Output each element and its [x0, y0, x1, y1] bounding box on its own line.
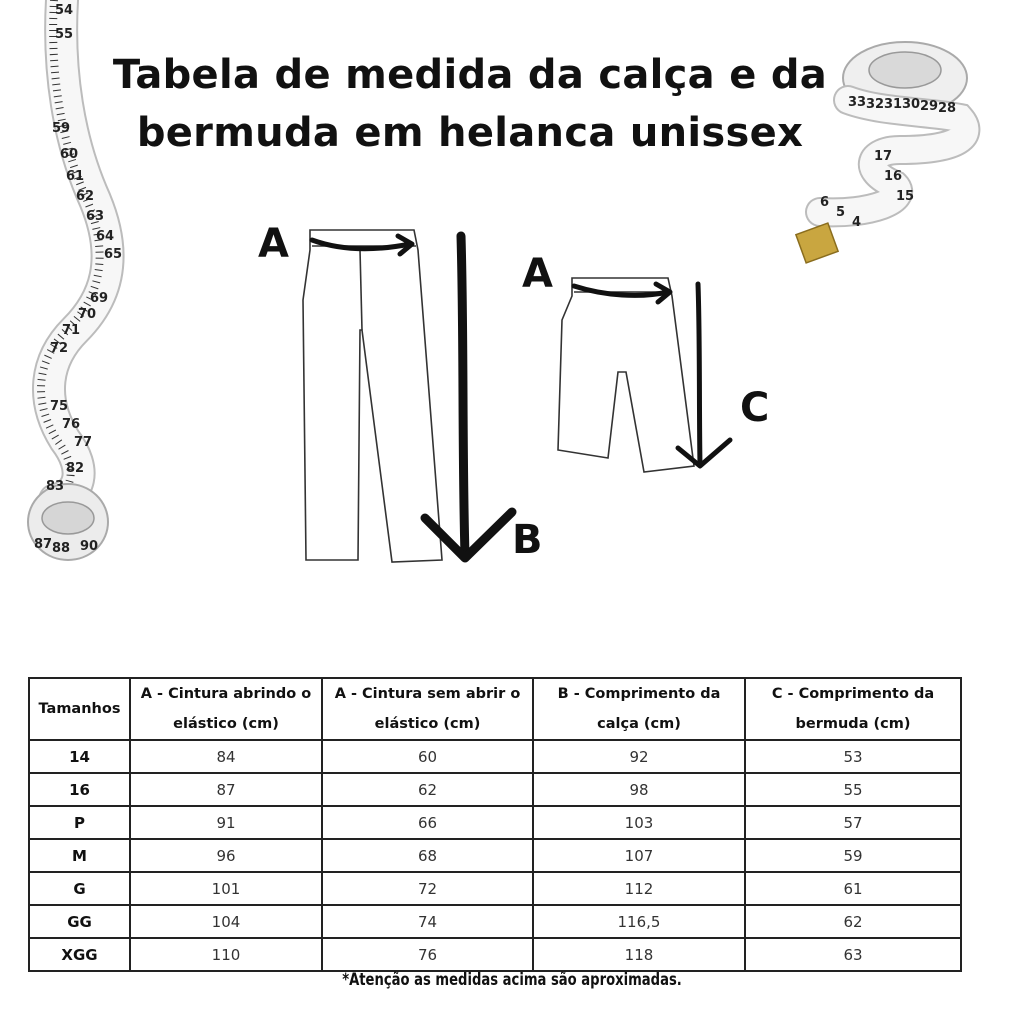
tape-number: 60 — [60, 147, 79, 162]
tape-number: 28 — [938, 101, 957, 116]
table-cell: 98 — [533, 773, 745, 806]
tape-number: 69 — [90, 291, 109, 306]
table-cell: 101 — [130, 872, 322, 905]
table-row — [29, 806, 961, 839]
table-cell: 74 — [322, 905, 533, 938]
tape-number: 64 — [96, 229, 115, 244]
tape-metal-tip — [796, 223, 838, 263]
table-cell: 96 — [130, 839, 322, 872]
table-cell: 68 — [322, 839, 533, 872]
table-cell: 55 — [745, 773, 961, 806]
size-cell: P — [29, 806, 130, 839]
title-line-2: bermuda em helanca unissex — [136, 110, 804, 156]
tape-number: 15 — [896, 189, 915, 204]
tape-number: 88 — [52, 541, 71, 556]
pants-length-arrow — [461, 236, 465, 555]
tape-number: 5 — [836, 205, 846, 220]
footnote: *Atenção as medidas acima são aproximadas. — [342, 970, 682, 990]
tape-number: 72 — [50, 341, 69, 356]
tape-number: 31 — [884, 97, 903, 112]
pants-waist-label: A — [258, 221, 289, 267]
tape-number: 83 — [46, 479, 65, 494]
table-cell: 72 — [322, 872, 533, 905]
table-cell: 112 — [533, 872, 745, 905]
size-cell: M — [29, 839, 130, 872]
tape-number: 29 — [920, 99, 939, 114]
size-table — [28, 677, 962, 972]
table-cell: 92 — [533, 740, 745, 773]
tape-number: 77 — [74, 435, 93, 450]
table-row — [29, 905, 961, 938]
table-cell: 62 — [745, 905, 961, 938]
tape-number: 17 — [874, 149, 893, 164]
tape-measure-left — [28, 0, 122, 560]
table-cell: 104 — [130, 905, 322, 938]
table-cell: 84 — [130, 740, 322, 773]
tape-number: 63 — [86, 209, 105, 224]
tape-number: 30 — [902, 97, 921, 112]
tape-number: 70 — [78, 307, 97, 322]
table-cell: 66 — [322, 806, 533, 839]
tape-number: 6 — [820, 195, 830, 210]
table-row — [29, 839, 961, 872]
tape-number: 76 — [62, 417, 81, 432]
table-header-row — [29, 678, 961, 740]
table-row — [29, 872, 961, 905]
shorts-waist-label: A — [522, 251, 553, 297]
tape-measure-right — [796, 42, 967, 263]
table-cell: 118 — [533, 938, 745, 971]
table-cell: 103 — [533, 806, 745, 839]
table-cell: 116,5 — [533, 905, 745, 938]
table-cell: 60 — [322, 740, 533, 773]
table-cell: 76 — [322, 938, 533, 971]
header-cell: Tamanhos — [29, 678, 130, 740]
tape-number: 62 — [76, 189, 95, 204]
size-cell: G — [29, 872, 130, 905]
tape-number: 59 — [52, 121, 71, 136]
tape-number: 82 — [66, 461, 85, 476]
table-cell: 63 — [745, 938, 961, 971]
header-cell: A - Cintura sem abrir o elástico (cm) — [322, 678, 533, 740]
table-cell: 107 — [533, 839, 745, 872]
size-cell: 14 — [29, 740, 130, 773]
table-row — [29, 773, 961, 806]
size-cell: XGG — [29, 938, 130, 971]
table-cell: 59 — [745, 839, 961, 872]
shorts-drawing — [558, 278, 694, 472]
tape-number: 55 — [55, 27, 74, 42]
table-cell: 53 — [745, 740, 961, 773]
table-cell: 57 — [745, 806, 961, 839]
pants-length-label: B — [512, 517, 543, 563]
shorts-length-label: C — [740, 385, 770, 431]
tape-number: 32 — [866, 97, 885, 112]
tape-number: 65 — [104, 247, 123, 262]
tape-number: 90 — [80, 539, 99, 554]
tape-number: 54 — [55, 3, 74, 18]
table-cell: 91 — [130, 806, 322, 839]
shorts-length-arrow — [698, 284, 700, 465]
tape-number: 87 — [34, 537, 53, 552]
tape-number: 4 — [852, 215, 862, 230]
tape-number: 61 — [66, 169, 85, 184]
table-row — [29, 740, 961, 773]
table-cell: 62 — [322, 773, 533, 806]
tape-number: 75 — [50, 399, 69, 414]
table-row — [29, 938, 961, 971]
pants-drawing — [303, 230, 442, 562]
header-cell: C - Comprimento da bermuda (cm) — [745, 678, 961, 740]
header-cell: B - Comprimento da calça (cm) — [533, 678, 745, 740]
size-cell: GG — [29, 905, 130, 938]
title-line-1: Tabela de medida da calça e da — [112, 52, 828, 98]
tape-number: 33 — [848, 95, 867, 110]
table-cell: 87 — [130, 773, 322, 806]
header-cell: A - Cintura abrindo o elástico (cm) — [130, 678, 322, 740]
tape-number: 71 — [62, 323, 81, 338]
table-cell: 61 — [745, 872, 961, 905]
size-cell: 16 — [29, 773, 130, 806]
table-cell: 110 — [130, 938, 322, 971]
tape-number: 16 — [884, 169, 903, 184]
